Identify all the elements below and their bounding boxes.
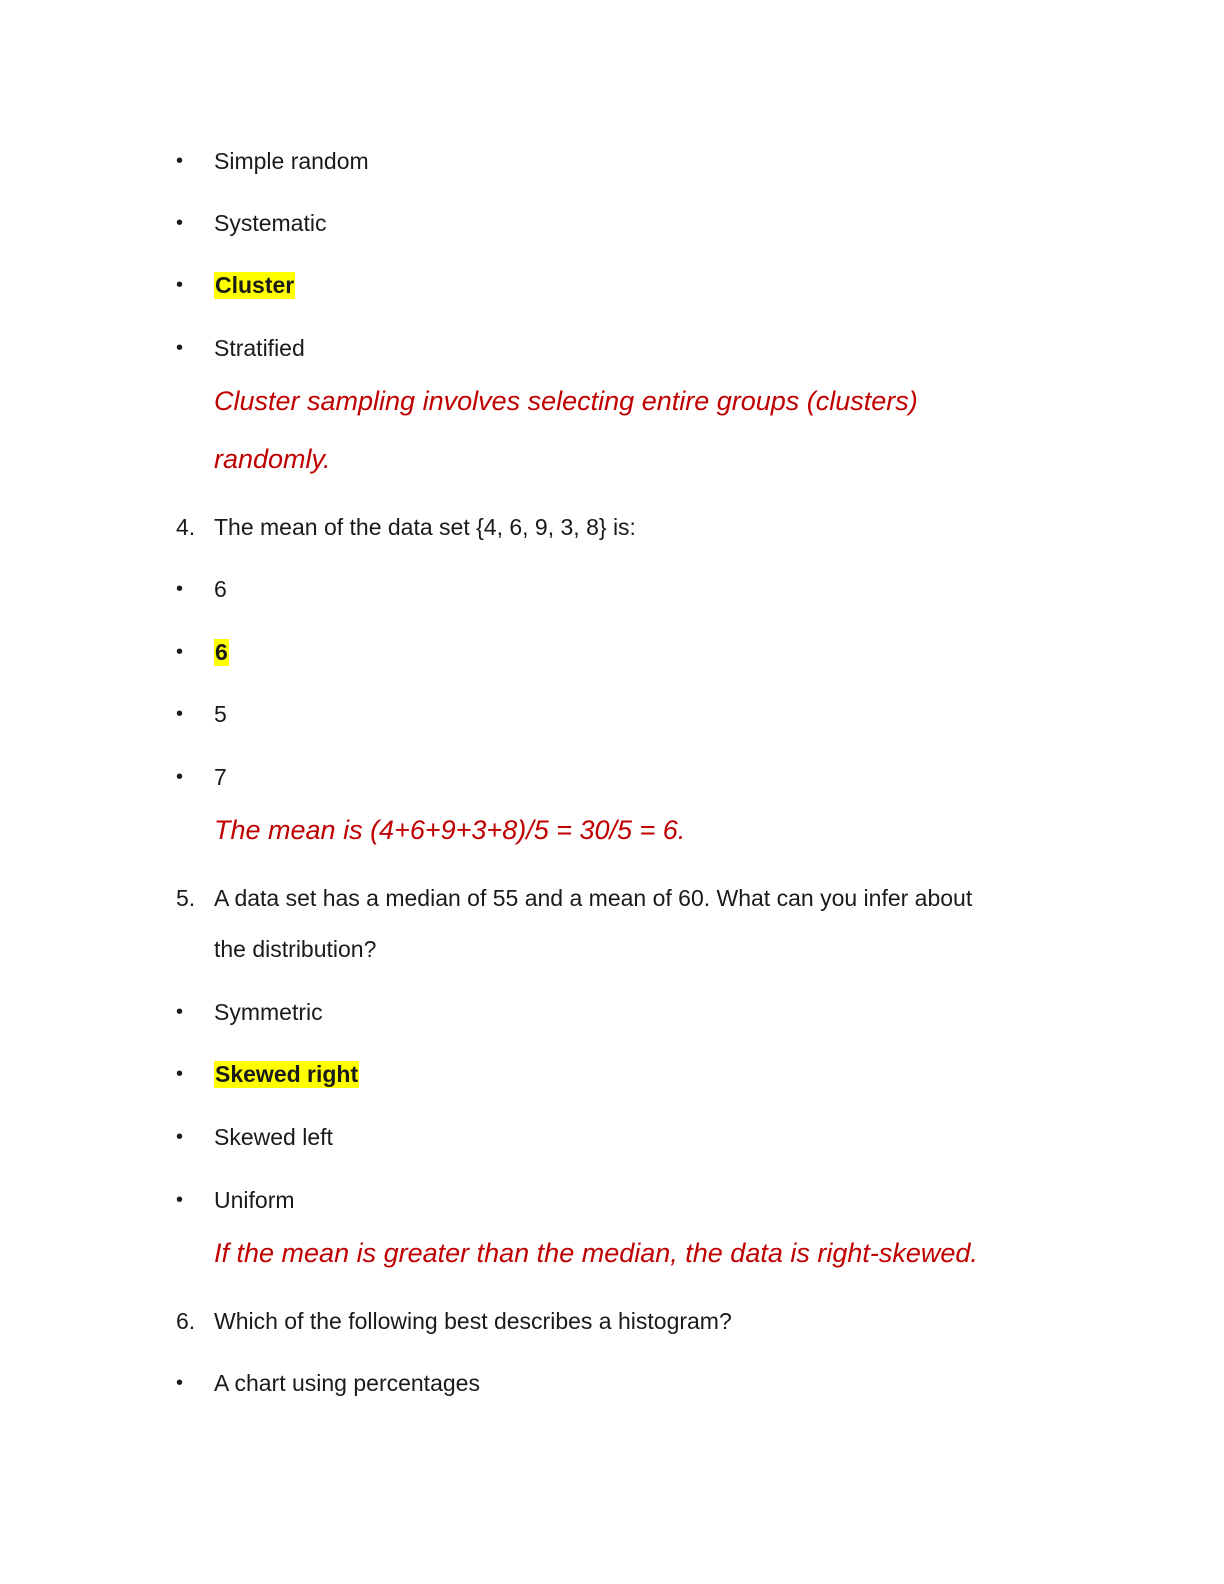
list-item [176, 697, 227, 731]
bullet-icon: • [176, 337, 184, 359]
list-item [176, 144, 369, 178]
option-text: Stratified [214, 334, 305, 361]
bullet-icon: • [176, 212, 184, 234]
question-text: The mean of the data set {4, 6, 9, 3, 8} is: [214, 513, 636, 540]
bullet-icon: • [176, 578, 184, 600]
correct-answer-highlight: 6 [215, 638, 228, 665]
question-number: 5. [176, 884, 196, 911]
bullet-icon: • [176, 1001, 184, 1023]
question-text: A data set has a median of 55 and a mean of 60. What can you infer about [214, 884, 973, 911]
option-text: Uniform [214, 1186, 295, 1213]
list-item [176, 1120, 333, 1154]
question-number: 6. [176, 1307, 196, 1334]
question-row [176, 881, 972, 915]
bullet-icon: • [176, 274, 184, 296]
bullet-icon: • [176, 703, 184, 725]
list-item [176, 1366, 480, 1400]
list-item [176, 331, 305, 365]
question-row [176, 1304, 732, 1338]
option-text: Systematic [214, 209, 327, 236]
correct-answer-highlight: Cluster [215, 271, 295, 298]
option-text: A chart using percentages [214, 1369, 480, 1396]
question-text-continued: the distribution? [214, 935, 377, 962]
option-text: 6 [214, 575, 227, 602]
list-item [176, 635, 229, 669]
correct-answer-highlight: Skewed right [215, 1060, 359, 1087]
option-text: Symmetric [214, 998, 323, 1025]
list-item [176, 268, 295, 302]
explanation-text: If the mean is greater than the median, the data is right-skewed. [214, 1237, 978, 1268]
list-item [176, 206, 326, 240]
option-text: 5 [214, 700, 227, 727]
list-item [176, 1057, 359, 1091]
option-text: Simple random [214, 147, 369, 174]
bullet-icon: • [176, 641, 184, 663]
question-row [176, 510, 636, 544]
option-text: 7 [214, 763, 227, 790]
bullet-icon: • [176, 1063, 184, 1085]
bullet-icon: • [176, 150, 184, 172]
bullet-icon: • [176, 1126, 184, 1148]
list-item [176, 760, 227, 794]
list-item [176, 995, 323, 1029]
list-item [176, 1183, 295, 1217]
question-number: 4. [176, 513, 196, 540]
bullet-icon: • [176, 1372, 184, 1394]
list-item [176, 572, 227, 606]
option-text: Skewed left [214, 1123, 333, 1150]
explanation-text: The mean is (4+6+9+3+8)/5 = 30/5 = 6. [214, 814, 686, 845]
question-text: Which of the following best describes a histogram? [214, 1307, 732, 1334]
explanation-text: randomly. [214, 443, 331, 474]
bullet-icon: • [176, 1189, 184, 1211]
explanation-text: Cluster sampling involves selecting entire groups (clusters) [214, 385, 918, 416]
bullet-icon: • [176, 766, 184, 788]
